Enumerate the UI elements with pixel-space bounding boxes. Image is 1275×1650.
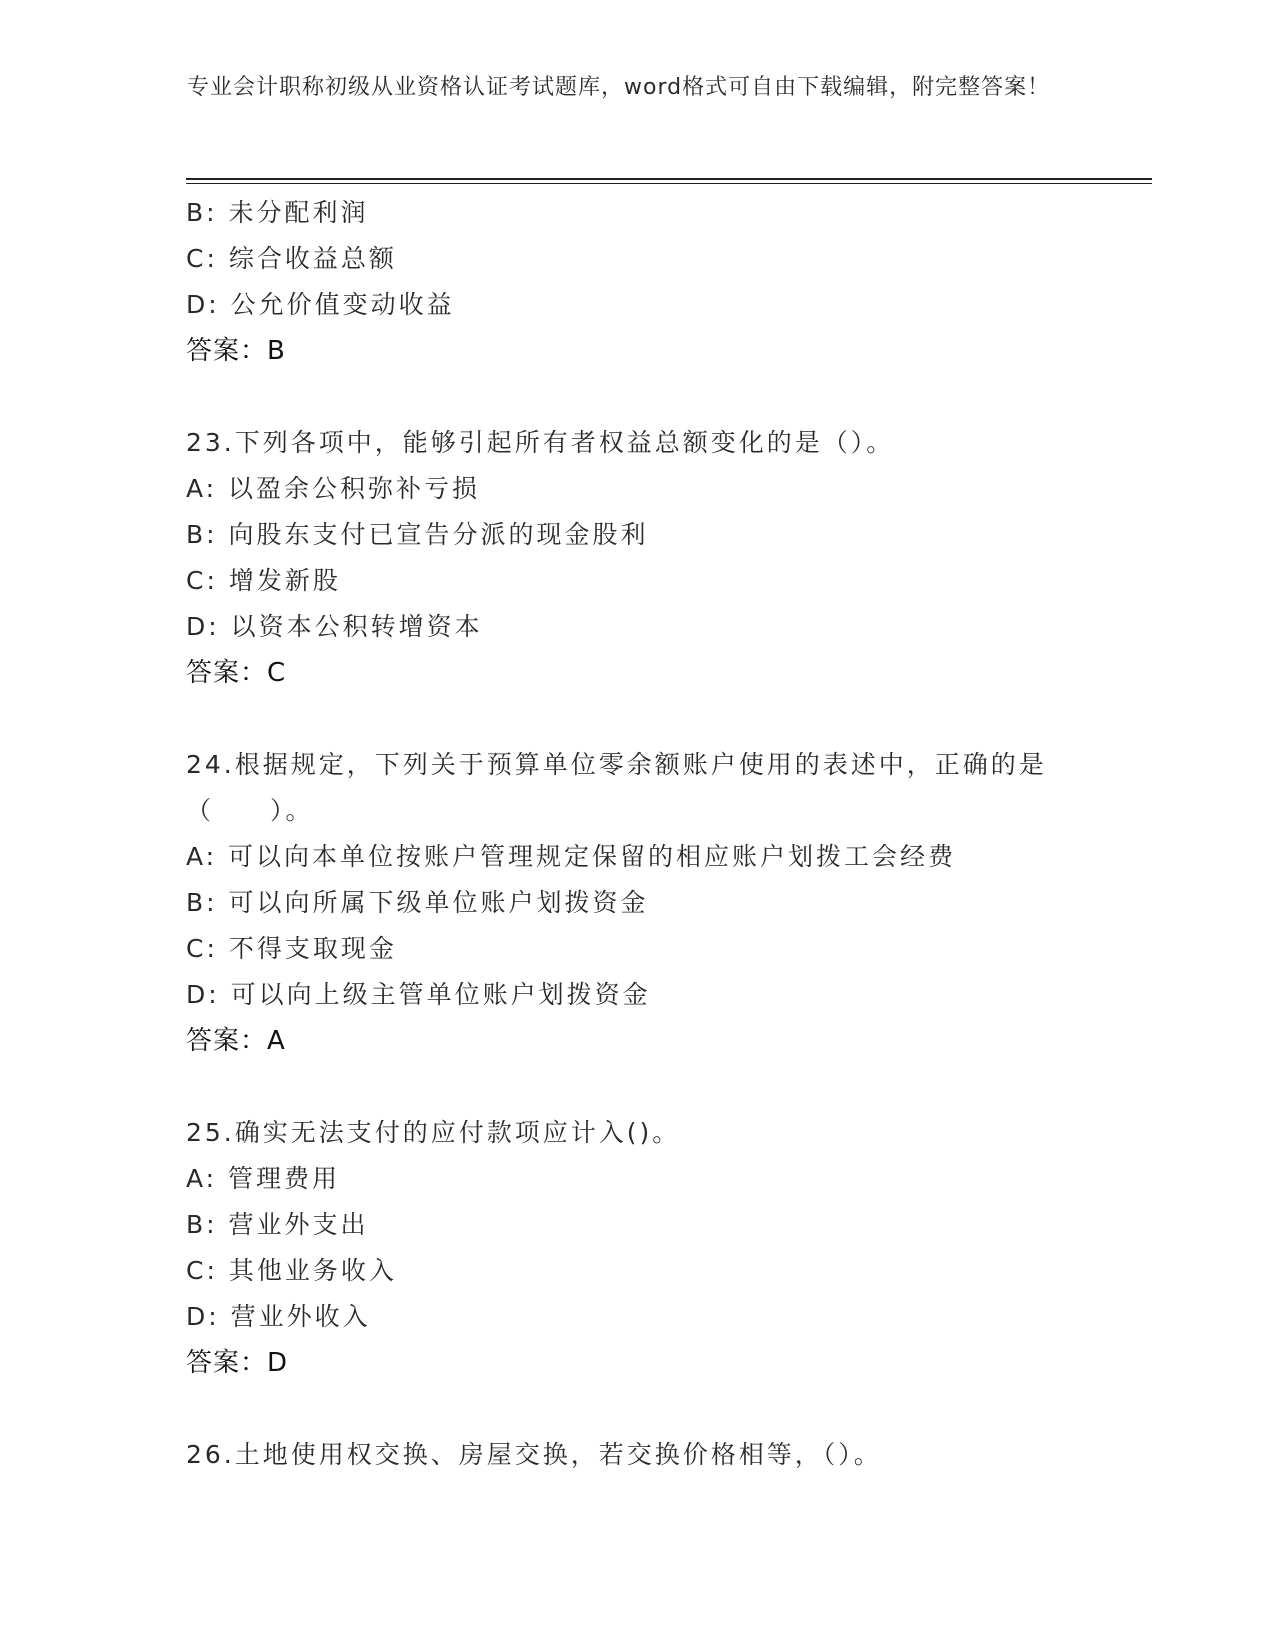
option-c: C: 不得支取现金: [186, 934, 397, 963]
question-stem: 24.根据规定，下列关于预算单位零余额账户使用的表述中，正确的是: [186, 750, 1047, 779]
header-divider-thin: [186, 183, 1152, 184]
header-divider-thick: [186, 178, 1152, 180]
answer: 答案：C: [186, 658, 287, 688]
question-23: [186, 420, 1126, 696]
question-22-continued: [186, 190, 1126, 374]
answer: 答案：A: [186, 1026, 286, 1056]
question-stem: 23.下列各项中，能够引起所有者权益总额变化的是（）。: [186, 428, 895, 457]
option-b: B: 未分配利润: [186, 198, 369, 227]
option-b: B: 营业外支出: [186, 1210, 369, 1239]
option-d: D: 营业外收入: [186, 1302, 371, 1331]
option-c: C: 增发新股: [186, 566, 341, 595]
answer: 答案：B: [186, 336, 286, 366]
option-a: A: 管理费用: [186, 1164, 341, 1193]
option-b: B: 可以向所属下级单位账户划拨资金: [186, 888, 649, 917]
question-stem: 25.确实无法支付的应付款项应计入()。: [186, 1118, 681, 1147]
document-header: 专业会计职称初级从业资格认证考试题库，word格式可自由下载编辑，附完整答案！: [187, 75, 1051, 100]
question-26: [186, 1432, 1126, 1478]
option-a: A: 可以向本单位按账户管理规定保留的相应账户划拨工会经费: [186, 842, 957, 871]
question-24: [186, 742, 1126, 1064]
option-d: D: 可以向上级主管单位账户划拨资金: [186, 980, 651, 1009]
question-list: [186, 190, 1126, 1478]
question-stem: 26.土地使用权交换、房屋交换，若交换价格相等，（）。: [186, 1440, 882, 1469]
option-c: C: 综合收益总额: [186, 244, 397, 273]
option-c: C: 其他业务收入: [186, 1256, 397, 1285]
option-d: D: 公允价值变动收益: [186, 290, 455, 319]
option-a: A: 以盈余公积弥补亏损: [186, 474, 481, 503]
answer: 答案：D: [186, 1348, 289, 1378]
question-25: [186, 1110, 1126, 1386]
question-stem-continued: （ ）。: [186, 796, 314, 825]
option-d: D: 以资本公积转增资本: [186, 612, 483, 641]
option-b: B: 向股东支付已宣告分派的现金股利: [186, 520, 649, 549]
